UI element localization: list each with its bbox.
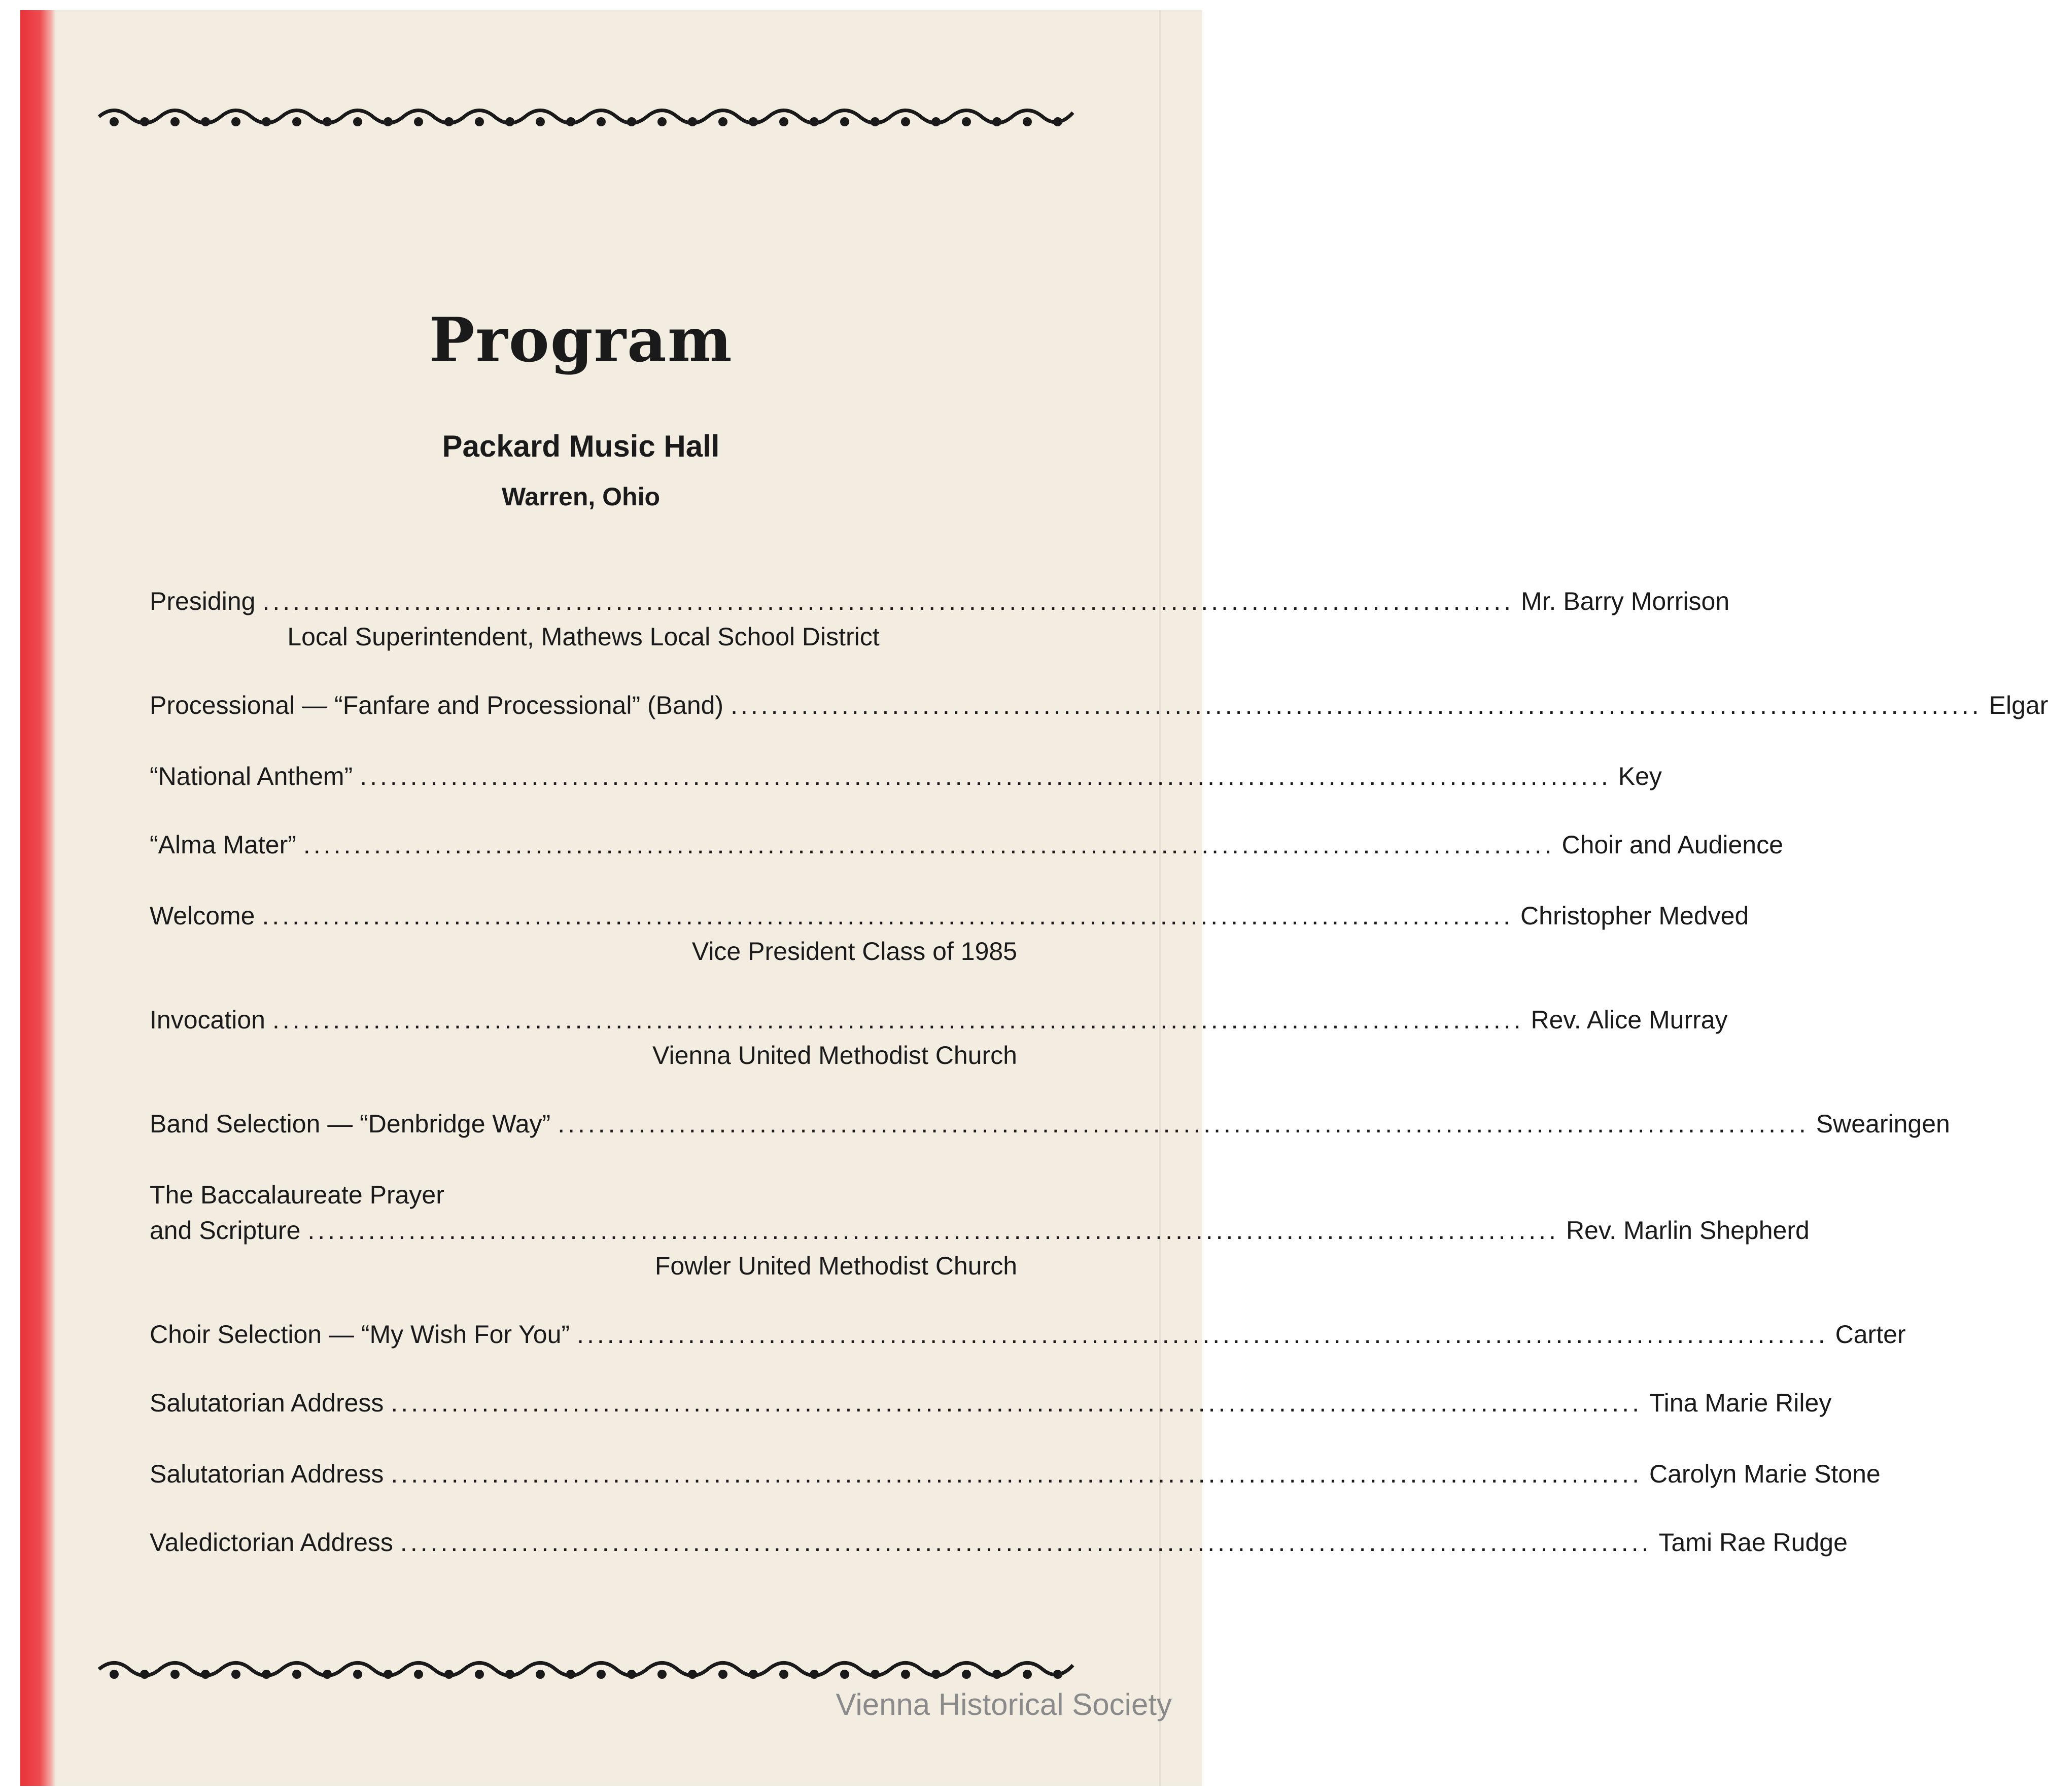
item-label: Processional — “Fanfare and Processional” (Band) (150, 691, 724, 719)
venue-city: Warren, Ohio (501, 483, 661, 511)
item-label: Salutatorian Address (150, 1389, 384, 1417)
program-item-processional (150, 687, 2048, 723)
program-item-invocation (150, 1002, 1728, 1038)
leader-dots: ............................................................................................................................ (303, 831, 1555, 859)
watermark-text: Vienna Historical Society (836, 1687, 1172, 1721)
item-label: “National Anthem” (150, 762, 353, 790)
item-performer: Swearingen (1816, 1110, 1950, 1138)
item-label: Presiding (150, 587, 256, 615)
item-performer: Carolyn Marie Stone (1649, 1460, 1881, 1488)
leader-dots: ............................................................................................................................ (731, 691, 1982, 719)
item-subtitle: Vienna United Methodist Church (652, 1041, 1017, 1070)
item-performer: Choir and Audience (1561, 831, 1783, 859)
item-label: Salutatorian Address (150, 1460, 384, 1488)
leader-dots: ............................................................................................................................ (262, 587, 1514, 615)
program-item-welcome (150, 898, 1749, 934)
leader-dots: ............................................................................................................................ (577, 1320, 1828, 1349)
top-ornamental-border-icon (99, 101, 1073, 132)
item-performer: Tina Marie Riley (1649, 1389, 1832, 1417)
venue-name: Packard Music Hall (442, 429, 720, 463)
leader-dots: ............................................................................................................................ (360, 762, 1611, 790)
item-subtitle: Fowler United Methodist Church (654, 1252, 1017, 1280)
bottom-ornamental-border-icon (99, 1654, 1073, 1684)
item-performer: Key (1618, 762, 1662, 790)
item-performer: Rev. Alice Murray (1531, 1006, 1728, 1034)
item-performer: Elgar (1989, 691, 2048, 719)
leader-dots: ............................................................................................................................ (307, 1216, 1559, 1245)
program-item-baccalaureate-prayer (150, 1213, 1810, 1248)
item-subtitle: Local Superintendent, Mathews Local School District (287, 623, 880, 651)
program-item-choir-selection (150, 1317, 1906, 1352)
program-item-presiding (150, 583, 1730, 619)
leader-dots: ............................................................................................................................ (391, 1389, 1642, 1417)
leader-dots: ............................................................................................................................ (272, 1006, 1524, 1034)
leader-dots: ............................................................................................................................ (400, 1528, 1652, 1557)
program-item-national-anthem (150, 759, 1662, 794)
item-label: “Alma Mater” (150, 831, 296, 859)
program-item-salutatorian-1 (150, 1385, 1832, 1421)
item-performer: Carter (1835, 1320, 1906, 1349)
program-item-valedictorian (150, 1525, 1848, 1560)
item-performer: Tami Rae Rudge (1658, 1528, 1848, 1557)
item-performer: Christopher Medved (1520, 902, 1749, 930)
red-torn-edge (20, 10, 56, 1786)
leader-dots: ............................................................................................................................ (391, 1460, 1642, 1488)
program-item-salutatorian-2 (150, 1456, 1881, 1492)
program-item-band-selection (150, 1106, 1950, 1142)
item-label: Valedictorian Address (150, 1528, 393, 1557)
item-performer: Mr. Barry Morrison (1521, 587, 1730, 615)
item-label: Invocation (150, 1006, 265, 1034)
leader-dots: ............................................................................................................................ (262, 902, 1514, 930)
page-title: Program (429, 304, 733, 376)
item-label: Band Selection — “Denbridge Way” (150, 1110, 551, 1138)
item-label: Welcome (150, 902, 255, 930)
item-subtitle: Vice President Class of 1985 (691, 937, 1017, 966)
item-label: Choir Selection — “My Wish For You” (150, 1320, 570, 1349)
leader-dots: ............................................................................................................................ (558, 1110, 1809, 1138)
program-item-alma-mater (150, 827, 1783, 863)
item-performer: Rev. Marlin Shepherd (1566, 1216, 1810, 1245)
item-label: and Scripture (150, 1216, 301, 1245)
item-label-first-line: The Baccalaureate Prayer (150, 1181, 444, 1209)
